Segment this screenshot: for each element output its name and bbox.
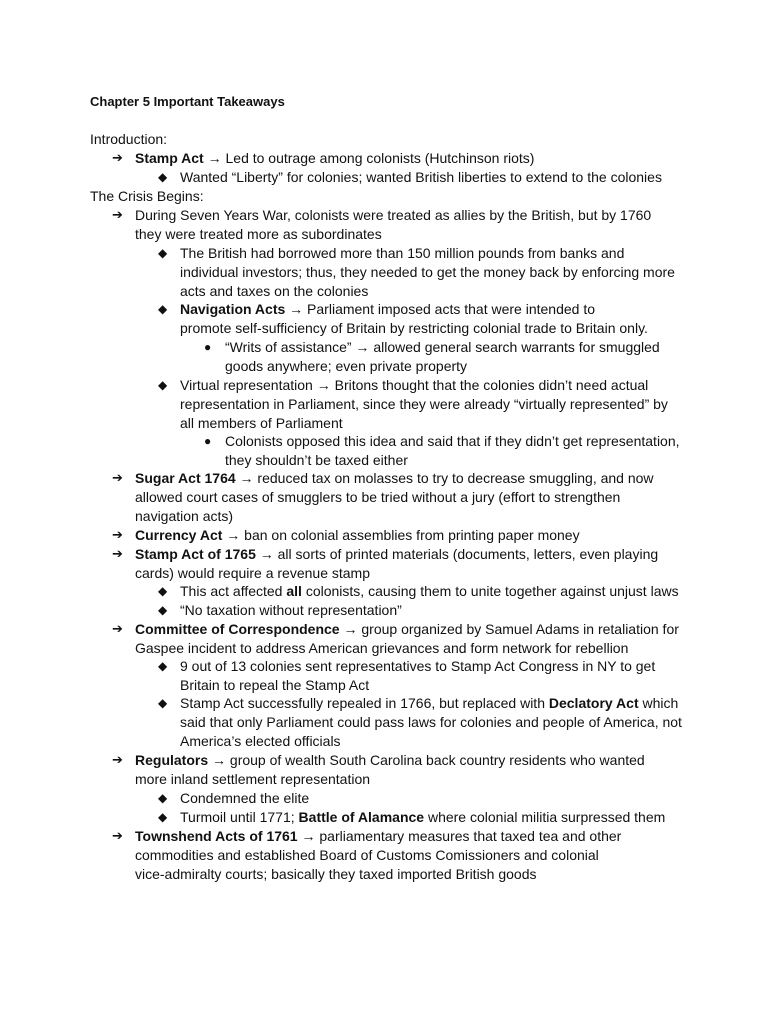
- term-battle-of-alamance: Battle of Alamance: [298, 809, 425, 825]
- list-item-liberty: Wanted “Liberty” for colonies; wanted British liberties to extend to the colonies: [180, 169, 662, 185]
- diamond-bullet-icon: ◆: [158, 584, 168, 598]
- section-heading-introduction: Introduction:: [90, 131, 168, 147]
- list-item-virtual-representation: Virtual representation → Britons thought that the colonies didn’t need actual representation in Parliament, since they were already “virtually represented” by all members of Parliament: [180, 377, 668, 431]
- diamond-bullet-icon: ◆: [158, 659, 168, 673]
- arrow-bullet-icon: ➔: [112, 752, 123, 767]
- list-item-nine-colonies: 9 out of 13 colonies sent representatives to Stamp Act Congress in NY to get Britain to repeal the Stamp Act: [180, 658, 656, 693]
- list-item-regulators: [135, 751, 680, 789]
- diamond-bullet-icon: ◆: [158, 791, 168, 805]
- list-item-writs: “Writs of assistance” → allowed general search warrants for smuggled goods anywhere; even private property: [225, 339, 660, 374]
- item-text: → Parliament imposed acts that were intended to promote self-sufficiency of Britain by restricting colonial trade to Britain only.: [180, 301, 648, 336]
- arrow-bullet-icon: ➔: [112, 828, 123, 843]
- item-text: → reduced tax on molasses to try to decrease smuggling, and now allowed court cases of smugglers to be tried without a jury (effort to strengthen navigation acts): [135, 470, 654, 524]
- arrow-bullet-icon: ➔: [112, 470, 123, 485]
- list-item-seven-years-war: During Seven Years War, colonists were treated as allies by the British, but by 1760 they were treated more as subordinates: [135, 207, 652, 242]
- diamond-bullet-icon: ◆: [158, 696, 168, 710]
- item-text: Stamp Act successfully repealed in 1766, but replaced with: [180, 695, 549, 711]
- arrow-bullet-icon: ➔: [112, 546, 123, 561]
- item-text: → parliamentary measures that taxed tea and other commodities and established Board of Customs Comissioners and colonial vice-admiralty courts; basically they taxed imported British goods: [135, 828, 622, 882]
- list-item-repealed: [180, 694, 685, 750]
- list-item-stamp-act-1765: [135, 545, 660, 583]
- list-item-sugar-act: [135, 469, 655, 525]
- term-all: all: [286, 583, 302, 599]
- term-navigation-acts: Navigation Acts: [180, 301, 286, 317]
- term-currency-act: Currency Act: [135, 527, 223, 543]
- item-text: → group of wealth South Carolina back country residents who wanted more inland settlement representation: [135, 752, 645, 787]
- list-item-navigation-acts: [180, 300, 650, 338]
- page-title: Chapter 5 Important Takeaways: [90, 94, 285, 109]
- list-item-stamp-act: [135, 149, 680, 168]
- item-text: This act affected: [180, 583, 287, 599]
- diamond-bullet-icon: ◆: [158, 302, 168, 316]
- item-text: → all sorts of printed materials (documents, letters, even playing cards) would require a revenue stamp: [135, 546, 659, 581]
- section-heading-crisis: The Crisis Begins:: [90, 188, 204, 204]
- diamond-bullet-icon: ◆: [158, 810, 168, 824]
- list-item-townshend: [135, 827, 625, 883]
- item-text: → Led to outrage among colonists (Hutchinson riots): [203, 150, 535, 166]
- term-committee: Committee of Correspondence: [135, 621, 340, 637]
- item-text: → ban on colonial assemblies from printing paper money: [222, 527, 580, 543]
- term-stamp-act-1765: Stamp Act of 1765: [135, 546, 256, 562]
- arrow-bullet-icon: ➔: [112, 621, 123, 636]
- dot-bullet-icon: ●: [204, 434, 212, 448]
- list-item-borrowed: The British had borrowed more than 150 million pounds from banks and individual investors; thus, they needed to get the money back by enforcing more acts and taxes on the colonies: [180, 245, 675, 299]
- diamond-bullet-icon: ◆: [158, 170, 168, 184]
- term-stamp-act: Stamp Act: [135, 150, 204, 166]
- item-text: where colonial militia surpressed them: [424, 809, 666, 825]
- term-townshend-acts: Townshend Acts of 1761: [135, 828, 298, 844]
- list-item-no-taxation: “No taxation without representation”: [180, 602, 402, 618]
- list-item-colonists-opposed: Colonists opposed this idea and said that if they didn’t get representation, they shouldn’t be taxed either: [225, 433, 680, 468]
- list-item-committee: [135, 620, 680, 658]
- arrow-bullet-icon: ➔: [112, 207, 123, 222]
- item-text: colonists, causing them to unite together against unjust laws: [301, 583, 679, 599]
- term-declatory-act: Declatory Act: [548, 695, 639, 711]
- list-item-condemned: Condemned the elite: [180, 790, 310, 806]
- term-sugar-act: Sugar Act 1764: [135, 470, 236, 486]
- arrow-bullet-icon: ➔: [112, 150, 123, 165]
- item-text: which said that only Parliament could pass laws for colonies and people of America, not America’s elected officials: [180, 695, 682, 749]
- list-item-act-affected: [180, 582, 690, 601]
- diamond-bullet-icon: ◆: [158, 603, 168, 617]
- list-item-currency-act: [135, 526, 680, 545]
- diamond-bullet-icon: ◆: [158, 378, 168, 392]
- arrow-bullet-icon: ➔: [112, 527, 123, 542]
- diamond-bullet-icon: ◆: [158, 246, 168, 260]
- list-item-turmoil: [180, 808, 700, 827]
- dot-bullet-icon: ●: [204, 340, 212, 354]
- item-text: Turmoil until 1771;: [180, 809, 299, 825]
- item-text: → group organized by Samuel Adams in retaliation for Gaspee incident to address American grievances and form network for rebellion: [135, 621, 679, 656]
- term-regulators: Regulators: [135, 752, 209, 768]
